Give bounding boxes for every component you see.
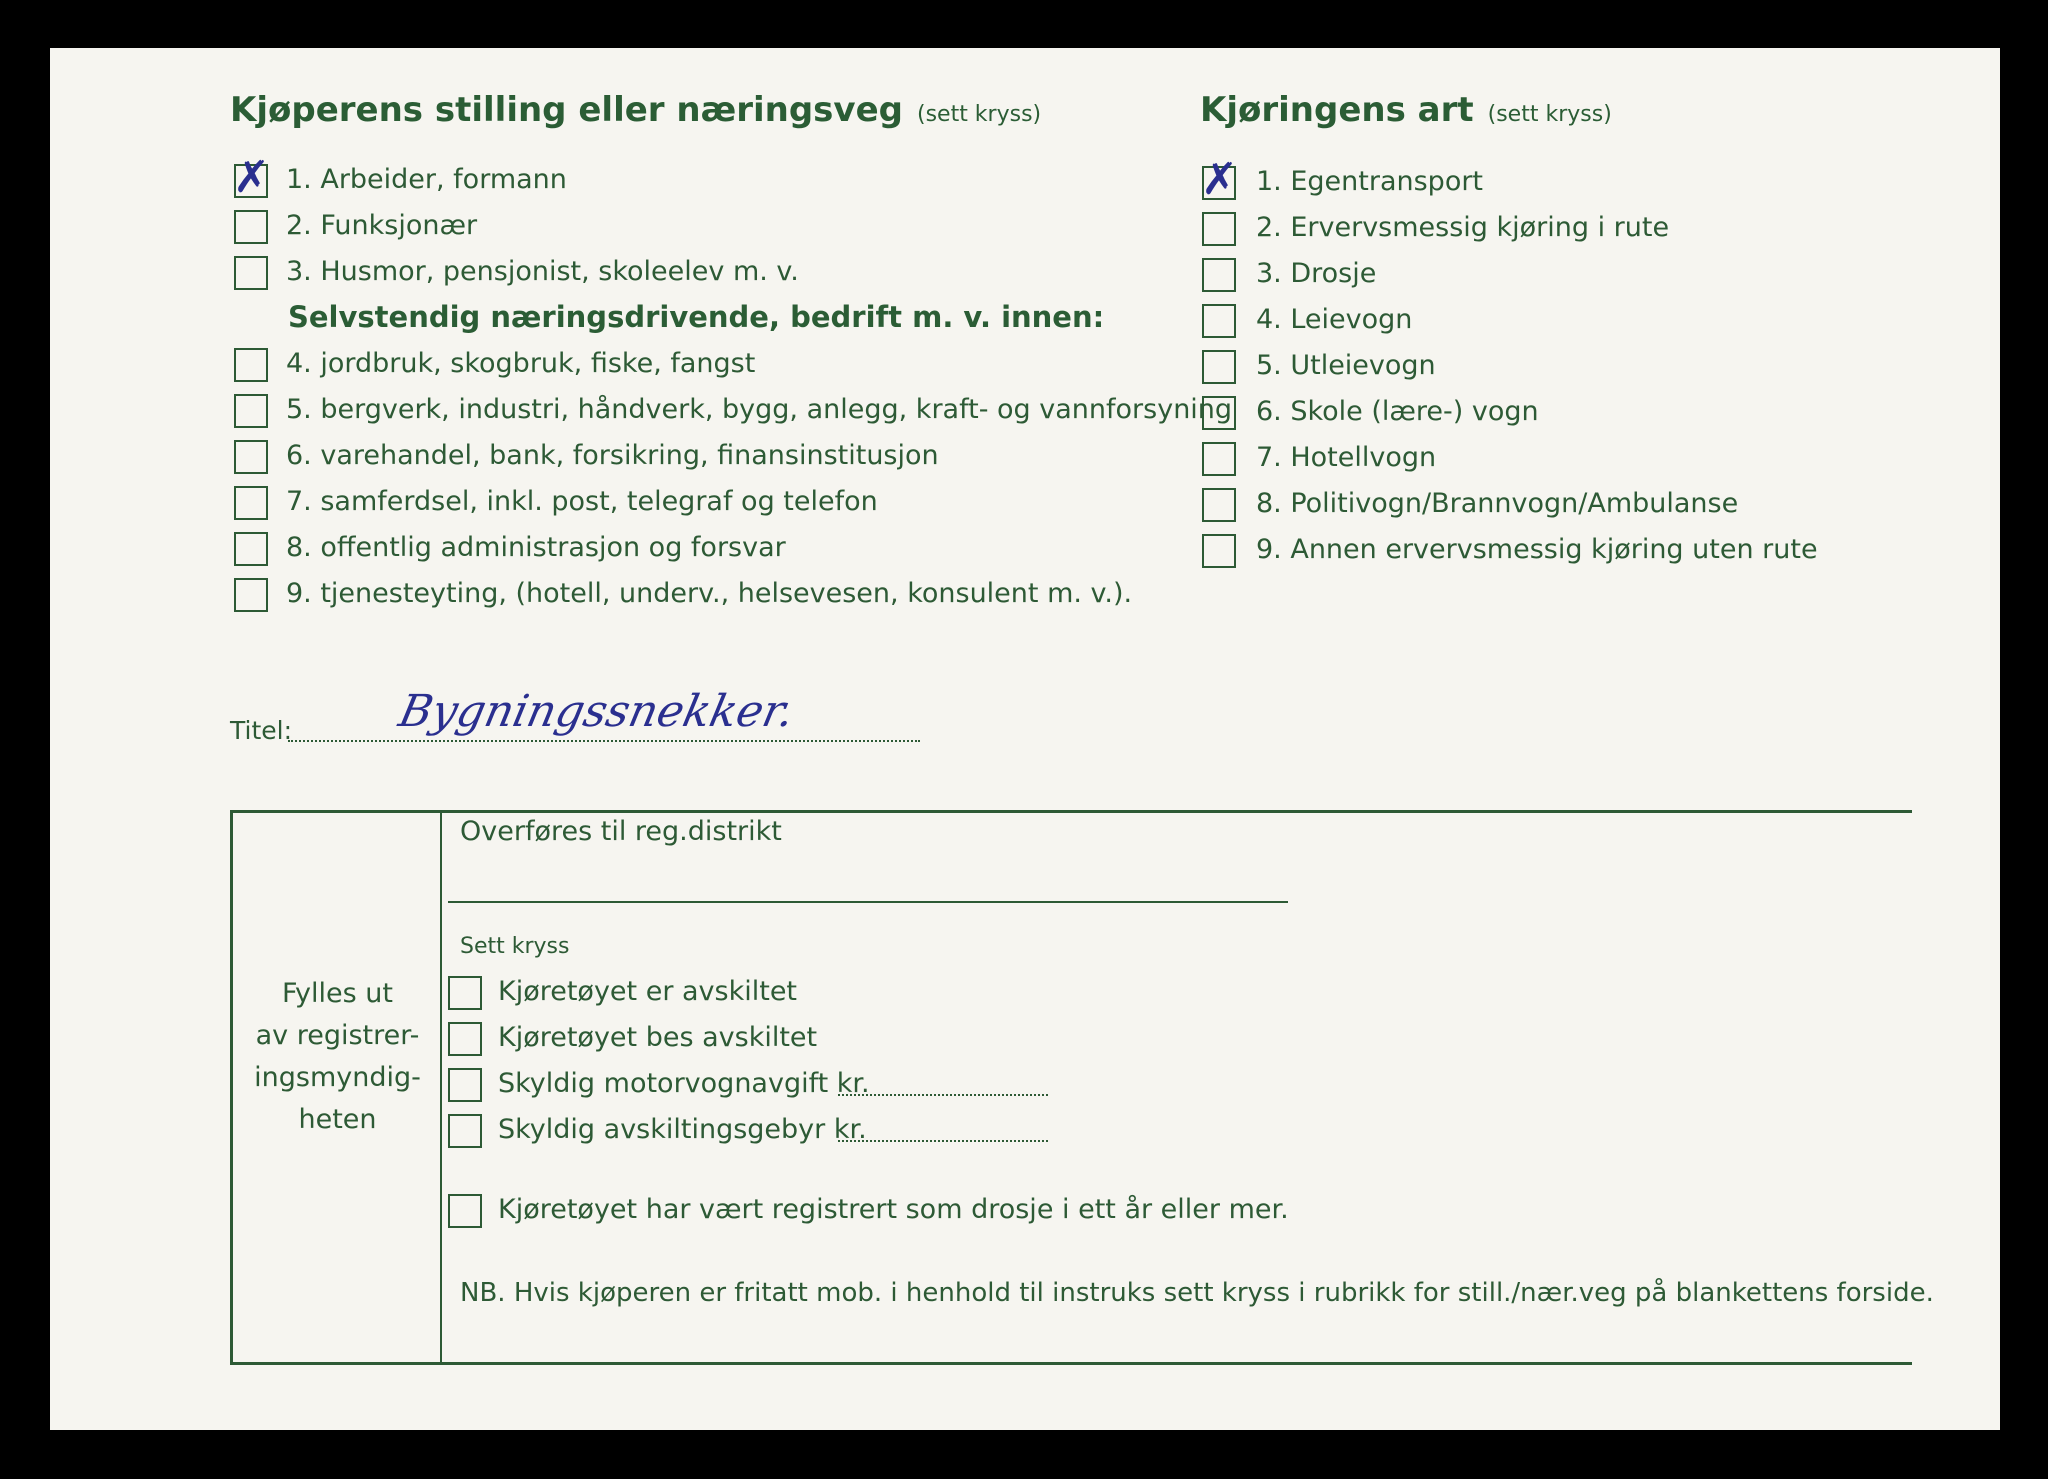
option-tjenesteyting: 9. tjenesteyting, (hotell, underv., helsevesen, konsulent m. v.).: [286, 578, 1133, 609]
checkbox-husmor[interactable]: [234, 256, 268, 290]
option-drosje-registrert: Kjøretøyet har vært registrert som drosje i ett år eller mer.: [498, 1194, 1289, 1225]
registry-side-label: [240, 973, 435, 1141]
option-jordbruk: 4. jordbruk, skogbruk, fiske, fangst: [286, 348, 756, 379]
option-bergverk: 5. bergverk, industri, håndverk, bygg, anlegg, kraft- og vannforsyning: [286, 394, 1233, 425]
checkbox-hotellvogn[interactable]: [1202, 442, 1236, 476]
left-heading-note: (sett kryss): [916, 102, 1042, 127]
option-husmor: 3. Husmor, pensjonist, skoleelev m. v.: [286, 256, 799, 287]
side-label-line-2: av registrer-: [255, 1020, 420, 1051]
checkbox-varehandel[interactable]: [234, 440, 268, 474]
checkbox-funksjonaer[interactable]: [234, 210, 268, 244]
avskiltingsgebyr-amount-line[interactable]: [838, 1140, 1048, 1142]
checkbox-leievogn[interactable]: [1202, 304, 1236, 338]
option-samferdsel: 7. samferdsel, inkl. post, telegraf og telefon: [286, 486, 878, 517]
left-section-heading: [230, 90, 1041, 130]
option-utleievogn: 5. Utleievogn: [1256, 350, 1436, 381]
side-label-line-1: Fylles ut: [282, 978, 393, 1009]
titel-dotted-line: [288, 740, 920, 742]
checkbox-utleievogn[interactable]: [1202, 350, 1236, 384]
check-mark-egentransport: ✗: [1201, 154, 1238, 205]
nb-note: NB. Hvis kjøperen er fritatt mob. i henhold til instruks sett kryss i rubrikk for still./nær.veg på blankettens forside.: [460, 1278, 1934, 1308]
option-arbeider: 1. Arbeider, formann: [286, 164, 567, 195]
checkbox-avskiltingsgebyr[interactable]: [448, 1114, 482, 1148]
checkbox-bes-avskiltet[interactable]: [448, 1022, 482, 1056]
option-offentlig: 8. offentlig administrasjon og forsvar: [286, 532, 786, 563]
registry-box-left-border: [230, 810, 233, 1365]
checkbox-drosje-registrert[interactable]: [448, 1194, 482, 1228]
right-section-heading: [1200, 90, 1612, 130]
checkbox-bergverk[interactable]: [234, 394, 268, 428]
option-bes-avskiltet: Kjøretøyet bes avskiltet: [498, 1022, 818, 1053]
option-avskiltet: Kjøretøyet er avskiltet: [498, 976, 798, 1007]
registry-box-divider: [440, 810, 442, 1365]
transfer-district-line[interactable]: [448, 901, 1288, 903]
side-label-line-4: heten: [298, 1104, 377, 1135]
check-mark-arbeider: ✗: [233, 152, 270, 203]
motorvognavgift-amount-line[interactable]: [838, 1094, 1048, 1096]
checkbox-motorvognavgift[interactable]: [448, 1068, 482, 1102]
checkbox-drosje[interactable]: [1202, 258, 1236, 292]
transfer-label: Overføres til reg.distrikt: [460, 816, 782, 847]
option-varehandel: 6. varehandel, bank, forsikring, finansinstitusjon: [286, 440, 939, 471]
option-avskiltingsgebyr: Skyldig avskiltingsgebyr kr.: [498, 1114, 867, 1145]
checkbox-samferdsel[interactable]: [234, 486, 268, 520]
option-drosje: 3. Drosje: [1256, 258, 1377, 289]
checkbox-avskiltet[interactable]: [448, 976, 482, 1010]
checkbox-tjenesteyting[interactable]: [234, 578, 268, 612]
sett-kryss-label: Sett kryss: [460, 934, 570, 959]
checkbox-rute[interactable]: [1202, 212, 1236, 246]
titel-label: Titel:: [230, 716, 292, 745]
option-hotellvogn: 7. Hotellvogn: [1256, 442, 1437, 473]
right-heading-text: Kjøringens art: [1200, 90, 1474, 130]
checkbox-offentlig[interactable]: [234, 532, 268, 566]
option-leievogn: 4. Leievogn: [1256, 304, 1413, 335]
form-paper: [50, 48, 2000, 1430]
option-egentransport: 1. Egentransport: [1256, 166, 1484, 197]
option-rute: 2. Ervervsmessig kjøring i rute: [1256, 212, 1670, 243]
registry-box-bottom-border: [230, 1362, 1912, 1365]
side-label-line-3: ingsmyndig-: [254, 1062, 421, 1093]
selvstendig-subheading: Selvstendig næringsdrivende, bedrift m. v. innen:: [288, 300, 1105, 334]
titel-handwritten-value[interactable]: Bygningssnekker.: [394, 686, 799, 737]
option-politivogn: 8. Politivogn/Brannvogn/Ambulanse: [1256, 488, 1739, 519]
checkbox-skolevogn[interactable]: [1202, 396, 1236, 430]
checkbox-jordbruk[interactable]: [234, 348, 268, 382]
option-skolevogn: 6. Skole (lære-) vogn: [1256, 396, 1539, 427]
left-heading-text: Kjøperens stilling eller næringsveg: [230, 90, 903, 130]
checkbox-politivogn[interactable]: [1202, 488, 1236, 522]
option-funksjonaer: 2. Funksjonær: [286, 210, 478, 241]
right-heading-note: (sett kryss): [1487, 102, 1612, 127]
option-annen: 9. Annen ervervsmessig kjøring uten rute: [1256, 534, 1818, 565]
checkbox-annen[interactable]: [1202, 534, 1236, 568]
option-motorvognavgift: Skyldig motorvognavgift kr.: [498, 1068, 870, 1099]
